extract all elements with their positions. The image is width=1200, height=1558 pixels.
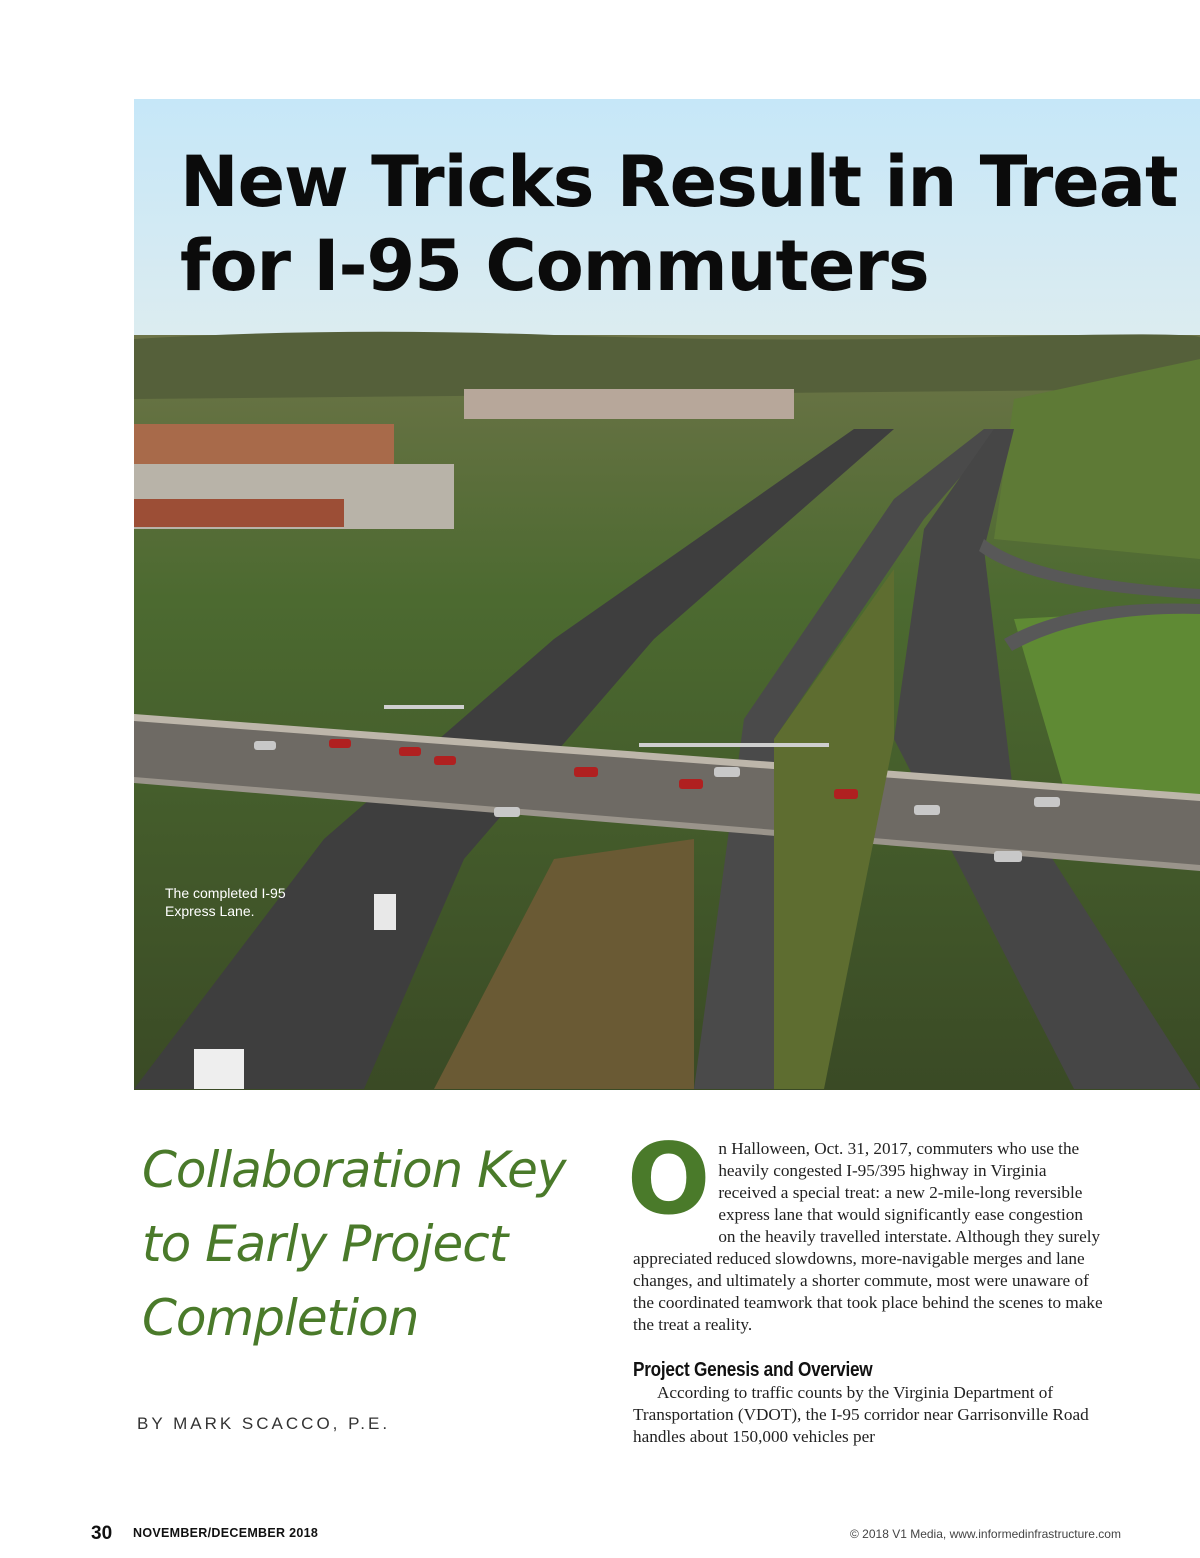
copyright-notice: © 2018 V1 Media, www.informedinfrastructure.com xyxy=(850,1527,1121,1541)
section-paragraph: According to traffic counts by the Virginia Department of Transportation (VDOT), the I-95 corridor near Garrisonville Road handles about 150,000 vehicles per xyxy=(633,1383,1089,1446)
article-subhead: Collaboration Key to Early Project Completion xyxy=(142,1141,566,1347)
page-number: 30 xyxy=(91,1523,113,1544)
byline: BY MARK SCACCO, P.E. xyxy=(137,1414,391,1433)
photo-caption: The completed I-95 Express Lane. xyxy=(165,885,286,919)
article-headline: New Tricks Result in Treat for I-95 Commuters xyxy=(180,141,1178,307)
article-body xyxy=(627,1123,1103,1448)
lead-paragraph: n Halloween, Oct. 31, 2017, commuters who use the heavily congested I-95/395 highway in Virginia received a special treat: a new 2-mile-long reversible express lane that would significantly ease congestion on the heavily travelled interstate. Although they surely appreciated reduced slowdowns, more-navigable merges and lane changes, and ultimately a shorter commute, most were unaware of the coordinated teamwork that took place behind the scenes to make the treat a reality. xyxy=(633,1139,1103,1334)
drop-cap: O xyxy=(627,1123,711,1237)
issue-date: NOVEMBER/DECEMBER 2018 xyxy=(133,1526,319,1540)
section-heading: Project Genesis and Overview xyxy=(633,1359,873,1381)
